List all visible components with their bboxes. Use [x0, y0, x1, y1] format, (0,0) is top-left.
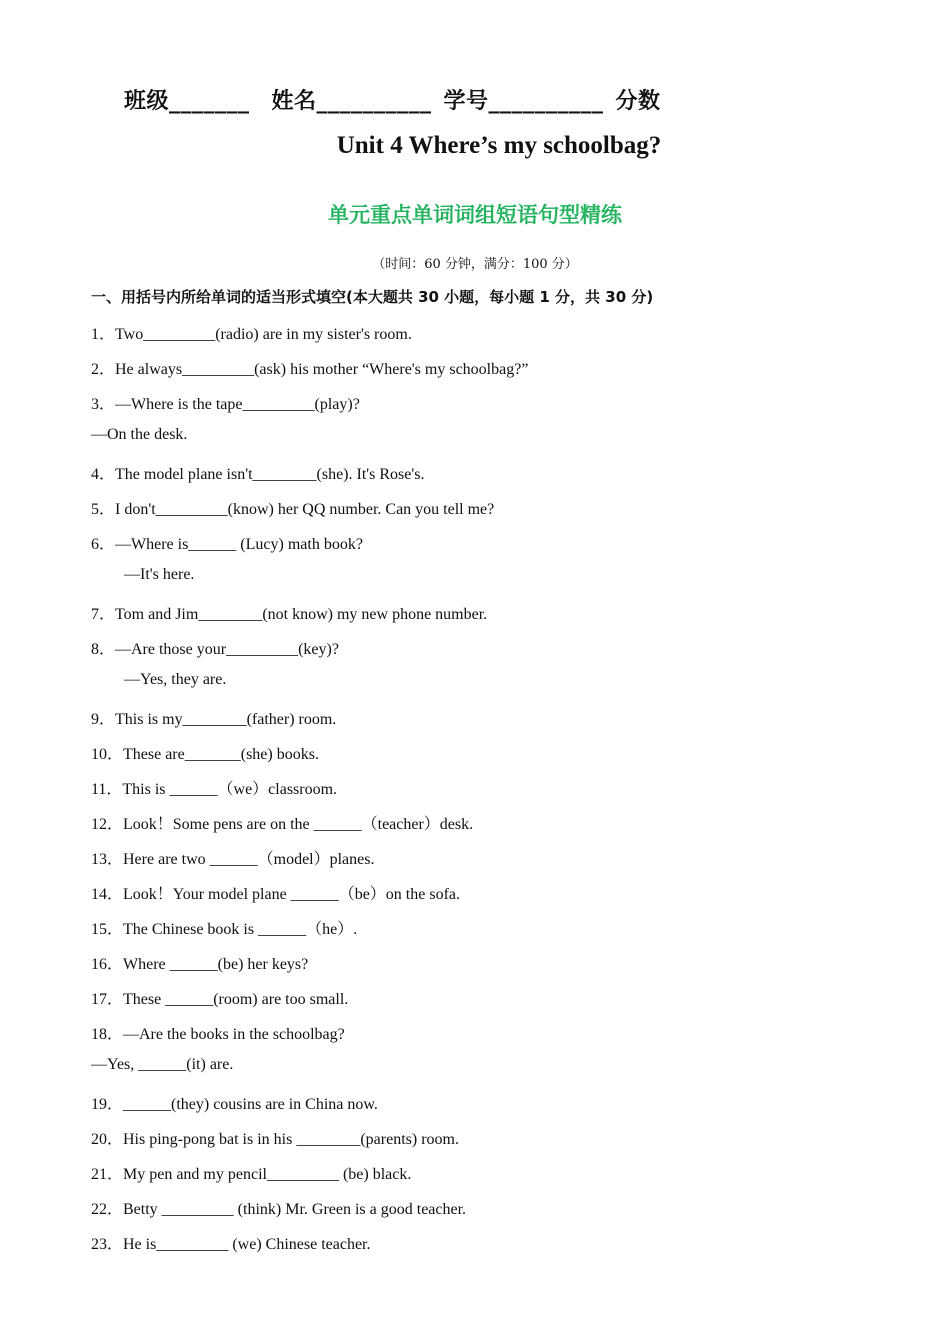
question-line: 15．The Chinese book is ______（he）.	[91, 921, 358, 938]
question-line: 23．He is_________ (we) Chinese teacher.	[91, 1236, 371, 1253]
practice-subtitle: 单元重点单词词组短语句型精练	[328, 203, 622, 227]
answer-line: —It's here.	[124, 566, 195, 583]
answer-line: —On the desk.	[91, 426, 188, 443]
question-line: 16．Where ______(be) her keys?	[91, 956, 309, 973]
answer-line: —Yes, they are.	[124, 671, 227, 688]
question-line: 11．This is ______（we）classroom.	[91, 781, 338, 798]
time-score-note: （时间：60 分钟，满分：100 分）	[372, 257, 578, 272]
question-line: 1．Two_________(radio) are in my sister's room.	[91, 326, 412, 343]
question-line: 3．—Where is the tape_________(play)?	[91, 396, 360, 413]
question-line: 18．—Are the books in the schoolbag?	[91, 1026, 345, 1043]
question-line: 19．______(they) cousins are in China now.	[91, 1096, 378, 1113]
question-line: 2．He always_________(ask) his mother “Where's my schoolbag?”	[91, 361, 529, 378]
question-line: 9．This is my________(father) room.	[91, 711, 337, 728]
section-heading: 一、用括号内所给单词的适当形式填空(本大题共 30 小题，每小题 1 分，共 30 分)	[91, 288, 654, 306]
question-line: 6．—Where is______ (Lucy) math book?	[91, 536, 363, 553]
class-field-label: 班级_______	[124, 89, 250, 114]
question-line: 17．These ______(room) are too small.	[91, 991, 349, 1008]
score-field-label: 分数	[615, 89, 661, 114]
question-line: 14．Look！Your model plane ______（be）on the sofa.	[91, 886, 461, 903]
question-line: 21．My pen and my pencil_________ (be) black.	[91, 1166, 412, 1183]
name-field-label: 姓名__________	[271, 89, 432, 114]
question-line: 7．Tom and Jim________(not know) my new phone number.	[91, 606, 488, 623]
question-line: 13．Here are two ______（model）planes.	[91, 851, 375, 868]
question-line: 8．—Are those your_________(key)?	[91, 641, 339, 658]
question-line: 12．Look！Some pens are on the ______（teacher）desk.	[91, 816, 474, 833]
question-line: 5．I don't_________(know) her QQ number. Can you tell me?	[91, 501, 495, 518]
student-id-field-label: 学号__________	[443, 89, 604, 114]
student-info-header	[124, 84, 661, 115]
question-line: 4．The model plane isn't________(she). It's Rose's.	[91, 466, 425, 483]
question-line: 22．Betty _________ (think) Mr. Green is a good teacher.	[91, 1201, 467, 1218]
answer-line: —Yes, ______(it) are.	[91, 1056, 234, 1073]
unit-title: Unit 4 Where’s my schoolbag?	[336, 132, 662, 159]
question-line: 20．His ping-pong bat is in his ________(parents) room.	[91, 1131, 459, 1148]
question-line: 10．These are_______(she) books.	[91, 746, 319, 763]
